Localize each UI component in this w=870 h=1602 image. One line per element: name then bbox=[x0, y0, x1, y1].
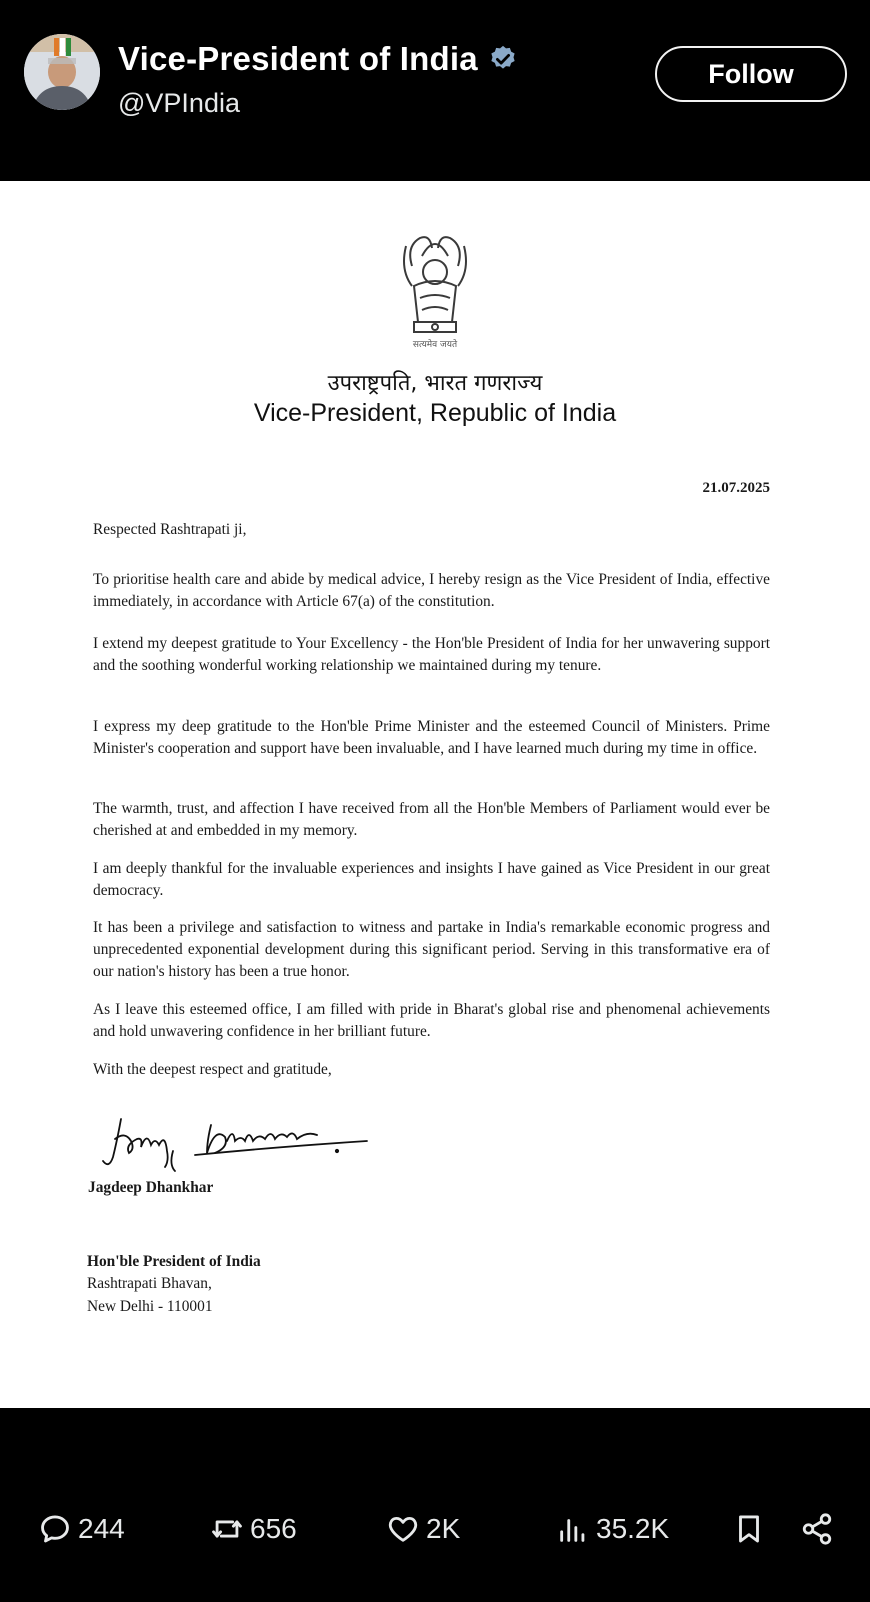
letterhead-hindi-title: उपराष्ट्रपति, भारत गणराज्य bbox=[327, 371, 543, 396]
handwritten-signature bbox=[95, 1111, 385, 1176]
addressee-title: Hon'ble President of India bbox=[87, 1253, 261, 1270]
letter-paragraph: To prioritise health care and abide by medical advice, I hereby resign as the Vice President of India, effective immediately, in accordance with Article 67(a) of the constitution. bbox=[93, 571, 770, 610]
bookmark-icon bbox=[732, 1512, 766, 1546]
avatar[interactable] bbox=[24, 34, 100, 110]
letter-paragraph: I extend my deepest gratitude to Your Excellency - the Hon'ble President of India for her unwavering support and the soothing wonderful working relationship we maintained during my tenure. bbox=[93, 635, 770, 674]
reply-icon bbox=[38, 1512, 72, 1546]
resignation-letter-image bbox=[0, 181, 870, 1408]
bookmark-button[interactable] bbox=[732, 1512, 772, 1546]
reply-button[interactable] bbox=[38, 1512, 125, 1546]
letter-paragraph: As I leave this esteemed office, I am filled with pride in Bharat's global rise and phenomenal achievements and hold unwavering confidence in her brilliant future. bbox=[93, 1001, 770, 1040]
letter-date: 21.07.2025 bbox=[702, 480, 770, 496]
repost-button[interactable] bbox=[210, 1512, 297, 1546]
letter-closing: With the deepest respect and gratitude, bbox=[93, 1061, 332, 1078]
name-row bbox=[118, 40, 518, 78]
letter-paragraph: The warmth, trust, and affection I have received from all the Hon'ble Members of Parliament would ever be cherished at and embedded in my memory. bbox=[93, 800, 770, 839]
repost-icon bbox=[210, 1512, 244, 1546]
repost-count: 656 bbox=[250, 1513, 297, 1544]
addressee-line: Rashtrapati Bhavan, bbox=[87, 1275, 212, 1292]
emblem-motto: सत्यमेव जयते bbox=[412, 340, 458, 350]
like-count: 2K bbox=[426, 1513, 461, 1544]
letter-paragraph: It has been a privilege and satisfaction to witness and partake in India's remarkable economic progress and unprecedented exponential development during this significant period. Serving in this transformative era of our nation's history has been a true honor. bbox=[93, 919, 770, 980]
views-button[interactable] bbox=[556, 1512, 669, 1546]
post-header bbox=[0, 0, 870, 180]
letter-paragraph: I am deeply thankful for the invaluable experiences and insights I have gained as Vice President in our great democracy. bbox=[93, 860, 770, 899]
letterhead-english-title: Vice-President, Republic of India bbox=[253, 399, 617, 427]
letter-paragraph: I express my deep gratitude to the Hon'ble Prime Minister and the esteemed Council of Ministers. Prime Minister's cooperation and support have been invaluable, and I have learned much during my time in office. bbox=[93, 718, 770, 757]
share-button[interactable] bbox=[800, 1512, 840, 1546]
display-name[interactable]: Vice-President of India bbox=[118, 40, 478, 77]
post-action-bar bbox=[0, 1408, 870, 1602]
verified-badge-icon bbox=[488, 44, 518, 74]
follow-button[interactable]: Follow bbox=[655, 46, 847, 102]
salutation: Respected Rashtrapati ji, bbox=[93, 521, 247, 538]
share-icon bbox=[800, 1512, 834, 1546]
user-handle[interactable]: @VPIndia bbox=[118, 88, 240, 118]
like-button[interactable] bbox=[386, 1512, 460, 1546]
signer-name: Jagdeep Dhankhar bbox=[88, 1179, 214, 1196]
views-icon bbox=[556, 1512, 590, 1546]
reply-count: 244 bbox=[78, 1513, 125, 1544]
addressee-line: New Delhi - 110001 bbox=[87, 1298, 213, 1315]
view-count: 35.2K bbox=[596, 1513, 670, 1544]
like-icon bbox=[386, 1512, 420, 1546]
